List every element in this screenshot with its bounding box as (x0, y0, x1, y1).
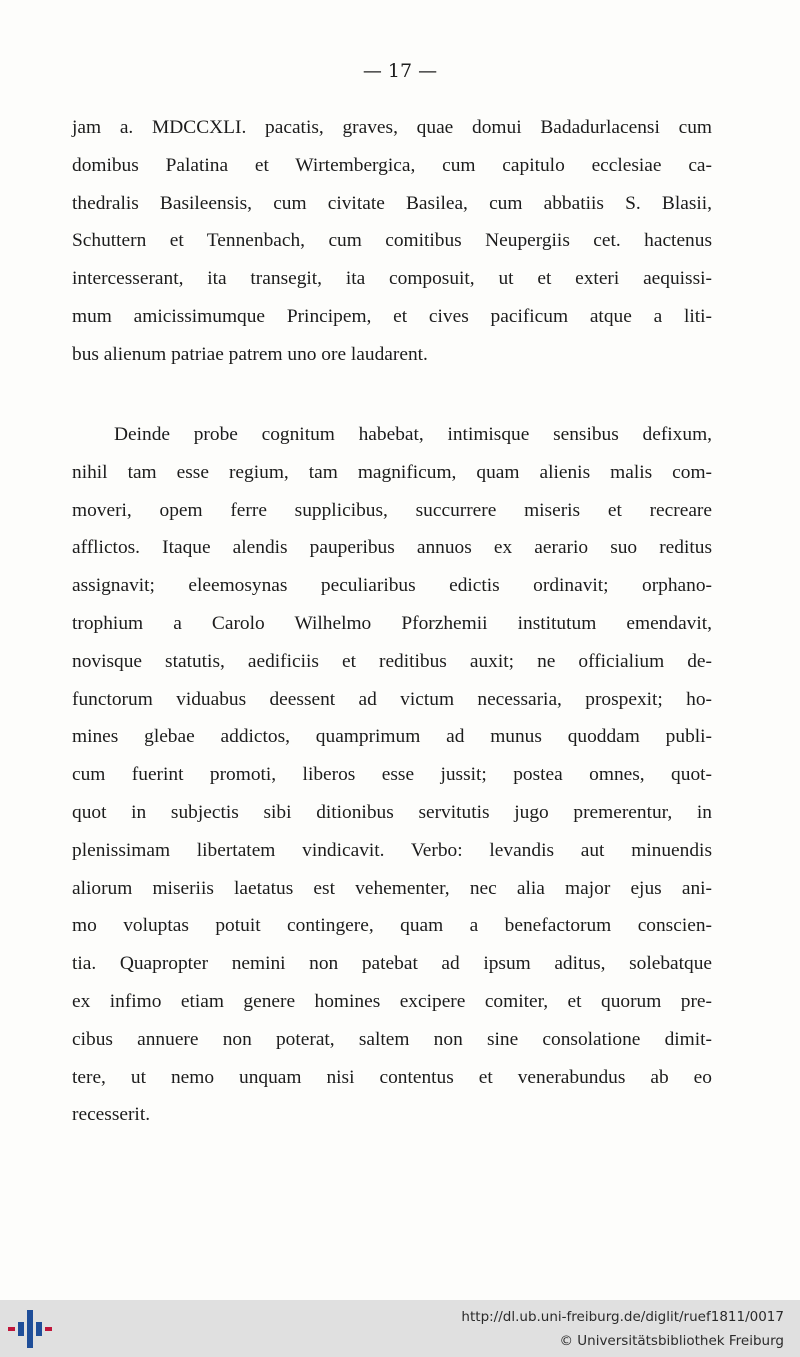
text-line: intercesserant, ita transegit, ita composuit, ut et exteri aequissi- (72, 268, 712, 290)
paragraph-2 (72, 416, 712, 1134)
text-line: functorum viduabus deessent ad victum necessaria, prospexit; ho- (72, 688, 712, 710)
text-line: afflictos. Itaque alendis pauperibus annuos ex aerario suo reditus (72, 537, 712, 559)
text-line: mo voluptas potuit contingere, quam a benefactorum conscien- (72, 915, 712, 937)
text-line: plenissimam libertatem vindicavit. Verbo: levandis aut minuendis (72, 839, 712, 861)
copyright-notice: © Universitätsbibliothek Freiburg (559, 1333, 784, 1349)
text-line: jam a. MDCCXLI. pacatis, graves, quae domui Badadurlacensi cum (72, 117, 712, 138)
text-line: assignavit; eleemosynas peculiaribus edictis ordinavit; orphano- (72, 575, 712, 597)
text-line: trophium a Carolo Wilhelmo Pforzhemii institutum emendavit, (72, 612, 712, 634)
text-line: bus alienum patriae patrem uno ore laudarent. (72, 343, 428, 365)
library-footer (0, 1300, 800, 1357)
university-library-logo-icon (8, 1308, 52, 1350)
text-line: domibus Palatina et Wirtembergica, cum capitulo ecclesiae ca- (72, 154, 712, 176)
text-line: mines glebae addictos, quamprimum ad munus quoddam publi- (72, 726, 712, 748)
text-line: nihil tam esse regium, tam magnificum, quam alienis malis com- (72, 461, 712, 483)
text-line: Deinde probe cognitum habebat, intimisque sensibus defixum, (114, 424, 712, 445)
text-line: tia. Quapropter nemini non patebat ad ipsum aditus, solebatque (72, 953, 712, 975)
text-line: cum fuerint promoti, liberos esse jussit; postea omnes, quot- (72, 764, 712, 786)
text-line: mum amicissimumque Principem, et cives pacificum atque a liti- (72, 305, 712, 327)
text-line: ex infimo etiam genere homines excipere comiter, et quorum pre- (72, 990, 712, 1012)
text-line: thedralis Basileensis, cum civitate Basilea, cum abbatiis S. Blasii, (72, 192, 712, 214)
text-line: recesserit. (72, 1104, 151, 1126)
text-line: aliorum miseriis laetatus est vehementer, nec alia major ejus ani- (72, 877, 712, 899)
text-line: cibus annuere non poterat, saltem non sine consolatione dimit- (72, 1028, 712, 1050)
paragraph-1 (72, 109, 712, 374)
page-number: — 17 — (362, 60, 438, 82)
text-line: moveri, opem ferre supplicibus, succurrere miseris et recreare (72, 499, 712, 521)
digital-library-link[interactable]: http://dl.ub.uni-freiburg.de/diglit/ruef1811/0017 (461, 1309, 784, 1325)
text-line: tere, ut nemo unquam nisi contentus et venerabundus ab eo (72, 1066, 712, 1088)
text-line: novisque statutis, aedificiis et reditibus auxit; ne officialium de- (72, 650, 712, 672)
text-line: Schuttern et Tennenbach, cum comitibus Neupergiis cet. hactenus (72, 230, 712, 252)
text-line: quot in subjectis sibi ditionibus servitutis jugo premerentur, in (72, 801, 712, 823)
